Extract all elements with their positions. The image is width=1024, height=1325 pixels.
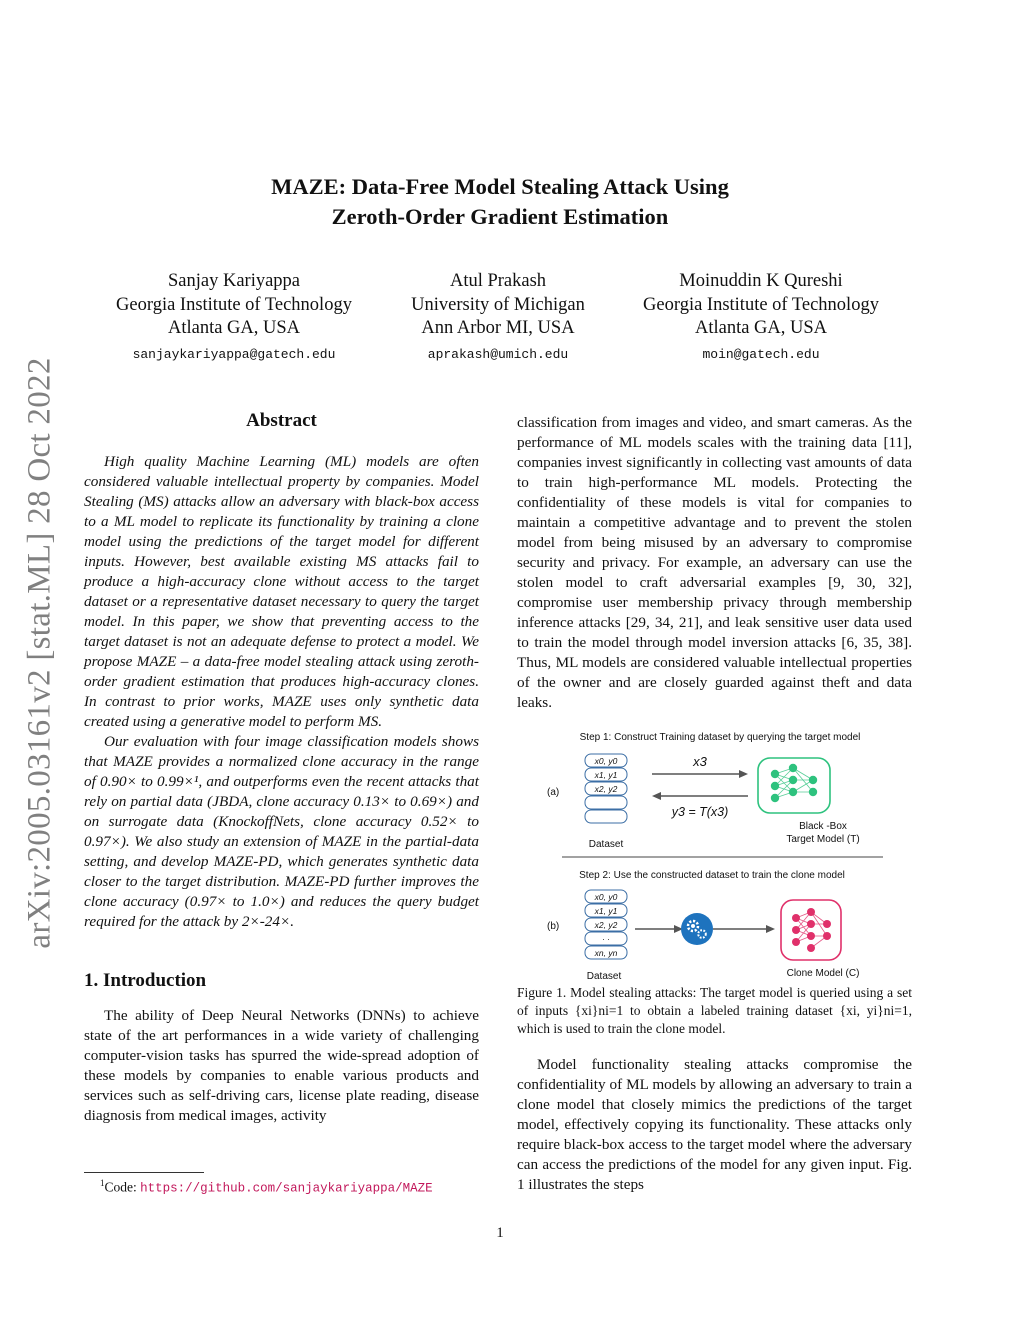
author-affiliation: Georgia Institute of Technology xyxy=(116,294,352,315)
author-name: Moinuddin K Qureshi xyxy=(679,271,843,291)
step-2-label: Step 2: Use the constructed dataset to train the clone model xyxy=(579,870,845,881)
dataset-item-label: x0, y0 xyxy=(594,756,618,766)
author-name: Atul Prakash xyxy=(449,271,547,291)
dataset-stack-a xyxy=(585,754,627,823)
target-model-network-icon xyxy=(758,758,830,813)
dataset-item-empty xyxy=(585,810,627,823)
footnote xyxy=(100,1178,433,1196)
figure-1-caption: Figure 1. Model stealing attacks: The target model is queried using a set of inputs {xi}ni=1 to obtain a labeled training dataset {xi, yi}ni=1, which is used to train the clone model. xyxy=(517,985,912,1036)
panel-b-label: (b) xyxy=(547,921,560,932)
author-name: Sanjay Kariyappa xyxy=(167,271,301,291)
author-affiliation: Georgia Institute of Technology xyxy=(643,294,879,315)
right-column-lower xyxy=(517,1055,912,1195)
introduction-heading: 1. Introduction xyxy=(84,970,207,991)
clone-model-label: Clone Model (C) xyxy=(786,968,860,979)
train-arrowhead-2 xyxy=(766,925,775,933)
step-1-label: Step 1: Construct Training dataset by querying the target model xyxy=(579,732,861,743)
dataset-label-a: Dataset xyxy=(588,839,624,850)
footnote-code-link[interactable]: https://github.com/sanjaykariyappa/MAZE xyxy=(140,1181,433,1196)
figure-1-diagram xyxy=(517,722,917,987)
author-location: Ann Arbor MI, USA xyxy=(421,318,575,338)
query-arrowhead xyxy=(739,770,748,778)
dataset-stack-b xyxy=(585,890,627,959)
arxiv-sidebar xyxy=(18,345,62,960)
dataset-item-label: x2, y2 xyxy=(594,784,618,794)
response-arrowhead xyxy=(652,792,661,800)
footnote-number: 1 xyxy=(100,1178,105,1188)
dataset-item-empty xyxy=(585,796,627,809)
panel-a-label: (a) xyxy=(547,787,560,798)
target-model-label-2: Target Model (T) xyxy=(786,834,860,845)
introduction-paragraph-1: The ability of Deep Neural Networks (DNNs) to achieve state of the art performances in a wide variety of challenging computer-vision tasks has spurred the wide-spread adoption of these models by companies to enable various products and services such as self-driving cars, license plate reading, disease diagnosis from medical images, activity xyxy=(84,1007,479,1124)
author-email[interactable]: moin@gatech.edu xyxy=(702,346,820,362)
footnote-label: Code: xyxy=(104,1179,137,1195)
clone-model-network-icon xyxy=(781,900,841,960)
footnote-rule xyxy=(84,1172,204,1173)
dataset-item-label: x0, y0 xyxy=(594,892,618,902)
paper-title-line-2: Zeroth-Order Gradient Estimation xyxy=(331,204,669,229)
response-label: y3 = T(x3) xyxy=(671,805,729,819)
author-location: Atlanta GA, USA xyxy=(167,318,301,338)
dataset-item-label: x1, y1 xyxy=(594,770,618,780)
dataset-item-label: xn, yn xyxy=(594,948,618,958)
paper-title-line-1: MAZE: Data-Free Model Stealing Attack Using xyxy=(271,174,729,199)
intro-paragraph-2: classification from images and video, and smart cameras. As the performance of ML models scales with the training data [11], companies invest significantly in collecting vast amounts of data to train high-performance ML models. Protecting the confidentiality of these models is vital for companies to maintain a competitive advantage and to prevent the stolen model from being misused by an adversary to compromise security and privacy. For example, an adversary can use the stolen model to craft adversarial examples [9, 30, 32], compromise user membership privacy through membership inference attacks [29, 34, 21], and leak sensitive user data used to train the model through model inversion attacks [6, 35, 38]. Thus, ML models are considered valuable intellectual properties of the owner and are closely guarded against theft and data leaks. xyxy=(517,414,912,711)
author-email[interactable]: aprakash@umich.edu xyxy=(427,346,569,362)
intro-paragraph-3: Model functionality stealing attacks compromise the confidentiality of ML models by allowing an adversary to train a clone model that closely mimics the predictions of the target model, effectively copying its functionality. These attacks only require black-box access to the target model where the adversary can access the predictions of the model for any given input. Fig. 1 illustrates the steps xyxy=(517,1056,912,1193)
page-number: 1 xyxy=(496,1225,504,1241)
author-location: Atlanta GA, USA xyxy=(694,318,828,338)
author-affiliation: University of Michigan xyxy=(411,294,585,315)
dataset-item-label: x1, y1 xyxy=(594,906,618,916)
arxiv-id: arXiv:2005.03161v2 [stat.ML] 28 Oct 2022 xyxy=(21,356,58,949)
author-block-3 xyxy=(611,270,911,362)
abstract-paragraph-2: Our evaluation with four image classification models shows that MAZE provides a normalized clone accuracy in the range of 0.90× to 0.99×¹, and outperforms even the recent attacks that rely on partial data (JBDA, clone accuracy 0.13× to 0.69×) and on surrogate data (KnockoffNets, clone accuracy 0.52× to 0.97×). We also study an extension of MAZE in the partial-data setting, and develop MAZE-PD, which generates synthetic data closer to the target distribution. MAZE-PD further improves the clone accuracy (0.97× to 1.0×) and reduces the query budget required for the attack by 2×-24×. xyxy=(84,733,479,930)
left-column xyxy=(84,410,479,1126)
dataset-item-label: · · xyxy=(601,934,611,944)
author-block-1 xyxy=(84,270,384,362)
abstract-heading: Abstract xyxy=(246,410,317,431)
right-column xyxy=(517,413,912,713)
gear-icon xyxy=(681,913,713,945)
dataset-label-b: Dataset xyxy=(586,971,622,982)
query-label: x3 xyxy=(693,754,707,769)
dataset-item-label: x2, y2 xyxy=(594,920,618,930)
author-block-2 xyxy=(378,270,618,362)
target-model-label-1: Black -Box xyxy=(799,821,847,832)
abstract-paragraph-1: High quality Machine Learning (ML) models are often considered valuable intellectual property by companies. Model Stealing (MS) attacks allow an adversary with black-box access to a ML model to replicate its functionality by training a clone model using the predictions of the target model for different inputs. However, best available existing MS attacks fail to produce a high-accuracy clone without access to the target dataset or a representative dataset necessary to query the target model. In this paper, we show that preventing access to the target dataset is not an adequate defense to protect a model. We propose MAZE – a data-free model stealing attack using zeroth-order gradient estimation that produces high-accuracy clones. In contrast to prior works, MAZE uses only synthetic data created using a generative model to perform MS. xyxy=(84,453,479,730)
author-email[interactable]: sanjaykariyappa@gatech.edu xyxy=(132,346,336,362)
figure-1-caption-container xyxy=(517,984,912,1038)
